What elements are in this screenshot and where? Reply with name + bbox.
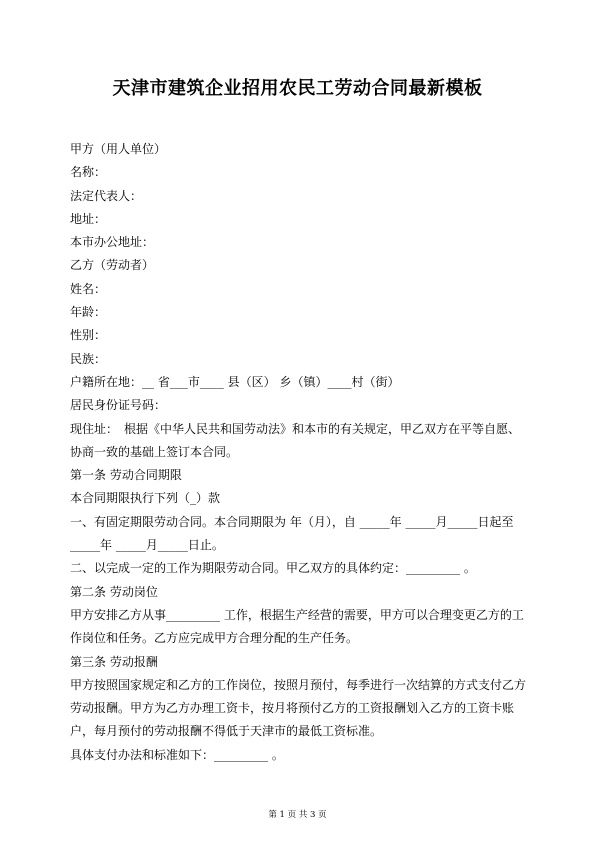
document-title: 天津市建筑企业招用农民工劳动合同最新模板 xyxy=(112,78,483,99)
article-1-heading: 第一条 劳动合同期限 xyxy=(70,468,182,483)
contract-term-option-line: 本合同期限执行下列（_）款 xyxy=(70,491,221,506)
remuneration-paragraph: 甲方按照国家规定和乙方的工作岗位，按照月预付，每季进行一次结算的方式支付乙方劳动报酬。甲方为乙方办理工资卡，按月将预付乙方的工资报酬划入乙方的工资卡账户，每月预付的劳动报酬不得低于天津市的最低工资标准。 xyxy=(70,677,527,739)
fixed-term-paragraph: 一、有固定期限劳动合同。本合同期限为 年（月），自 _____年 _____月_____日起至 _____年 _____月_____日止。 xyxy=(70,514,514,553)
article-2-heading: 第二条 劳动岗位 xyxy=(70,584,158,599)
id-number-field: 居民身份证号码： xyxy=(70,398,167,413)
legal-representative-field: 法定代表人： xyxy=(70,188,143,203)
household-registration-field: 户籍所在地：__ 省___市____ 县（区） 乡（镇）____村（街） xyxy=(70,374,400,389)
payment-method-line: 具体支付办法和标准如下：_________ 。 xyxy=(70,747,284,762)
job-position-paragraph: 甲方安排乙方从事_________ 工作，根据生产经营的需要，甲方可以合理变更乙方的工作岗位和任务。乙方应完成甲方合理分配的生产任务。 xyxy=(70,607,524,646)
party-b-heading: 乙方（劳动者） xyxy=(70,258,155,273)
document-body xyxy=(70,138,530,767)
address-field: 地址： xyxy=(70,211,107,226)
party-a-name-field: 名称： xyxy=(70,165,107,180)
age-field: 年龄： xyxy=(70,305,107,320)
party-b-name-field: 姓名： xyxy=(70,281,107,296)
page-number-footer: 第 1 页 共 3 页 xyxy=(268,810,327,820)
party-a-heading: 甲方（用人单位） xyxy=(70,142,167,156)
current-address-paragraph: 现住址： 根据《中华人民共和国劳动法》和本市的有关规定，甲乙双方在平等自愿、协商一致的基础上签订本合同。 xyxy=(70,421,521,459)
task-based-term-paragraph: 二、以完成一定的工作为期限劳动合同。甲乙双方的具体约定：_________ 。 xyxy=(70,561,476,576)
gender-field: 性别： xyxy=(70,328,107,343)
ethnicity-field: 民族： xyxy=(70,351,107,366)
article-3-heading: 第三条 劳动报酬 xyxy=(70,654,158,669)
local-office-address-field: 本市办公地址： xyxy=(70,235,155,250)
